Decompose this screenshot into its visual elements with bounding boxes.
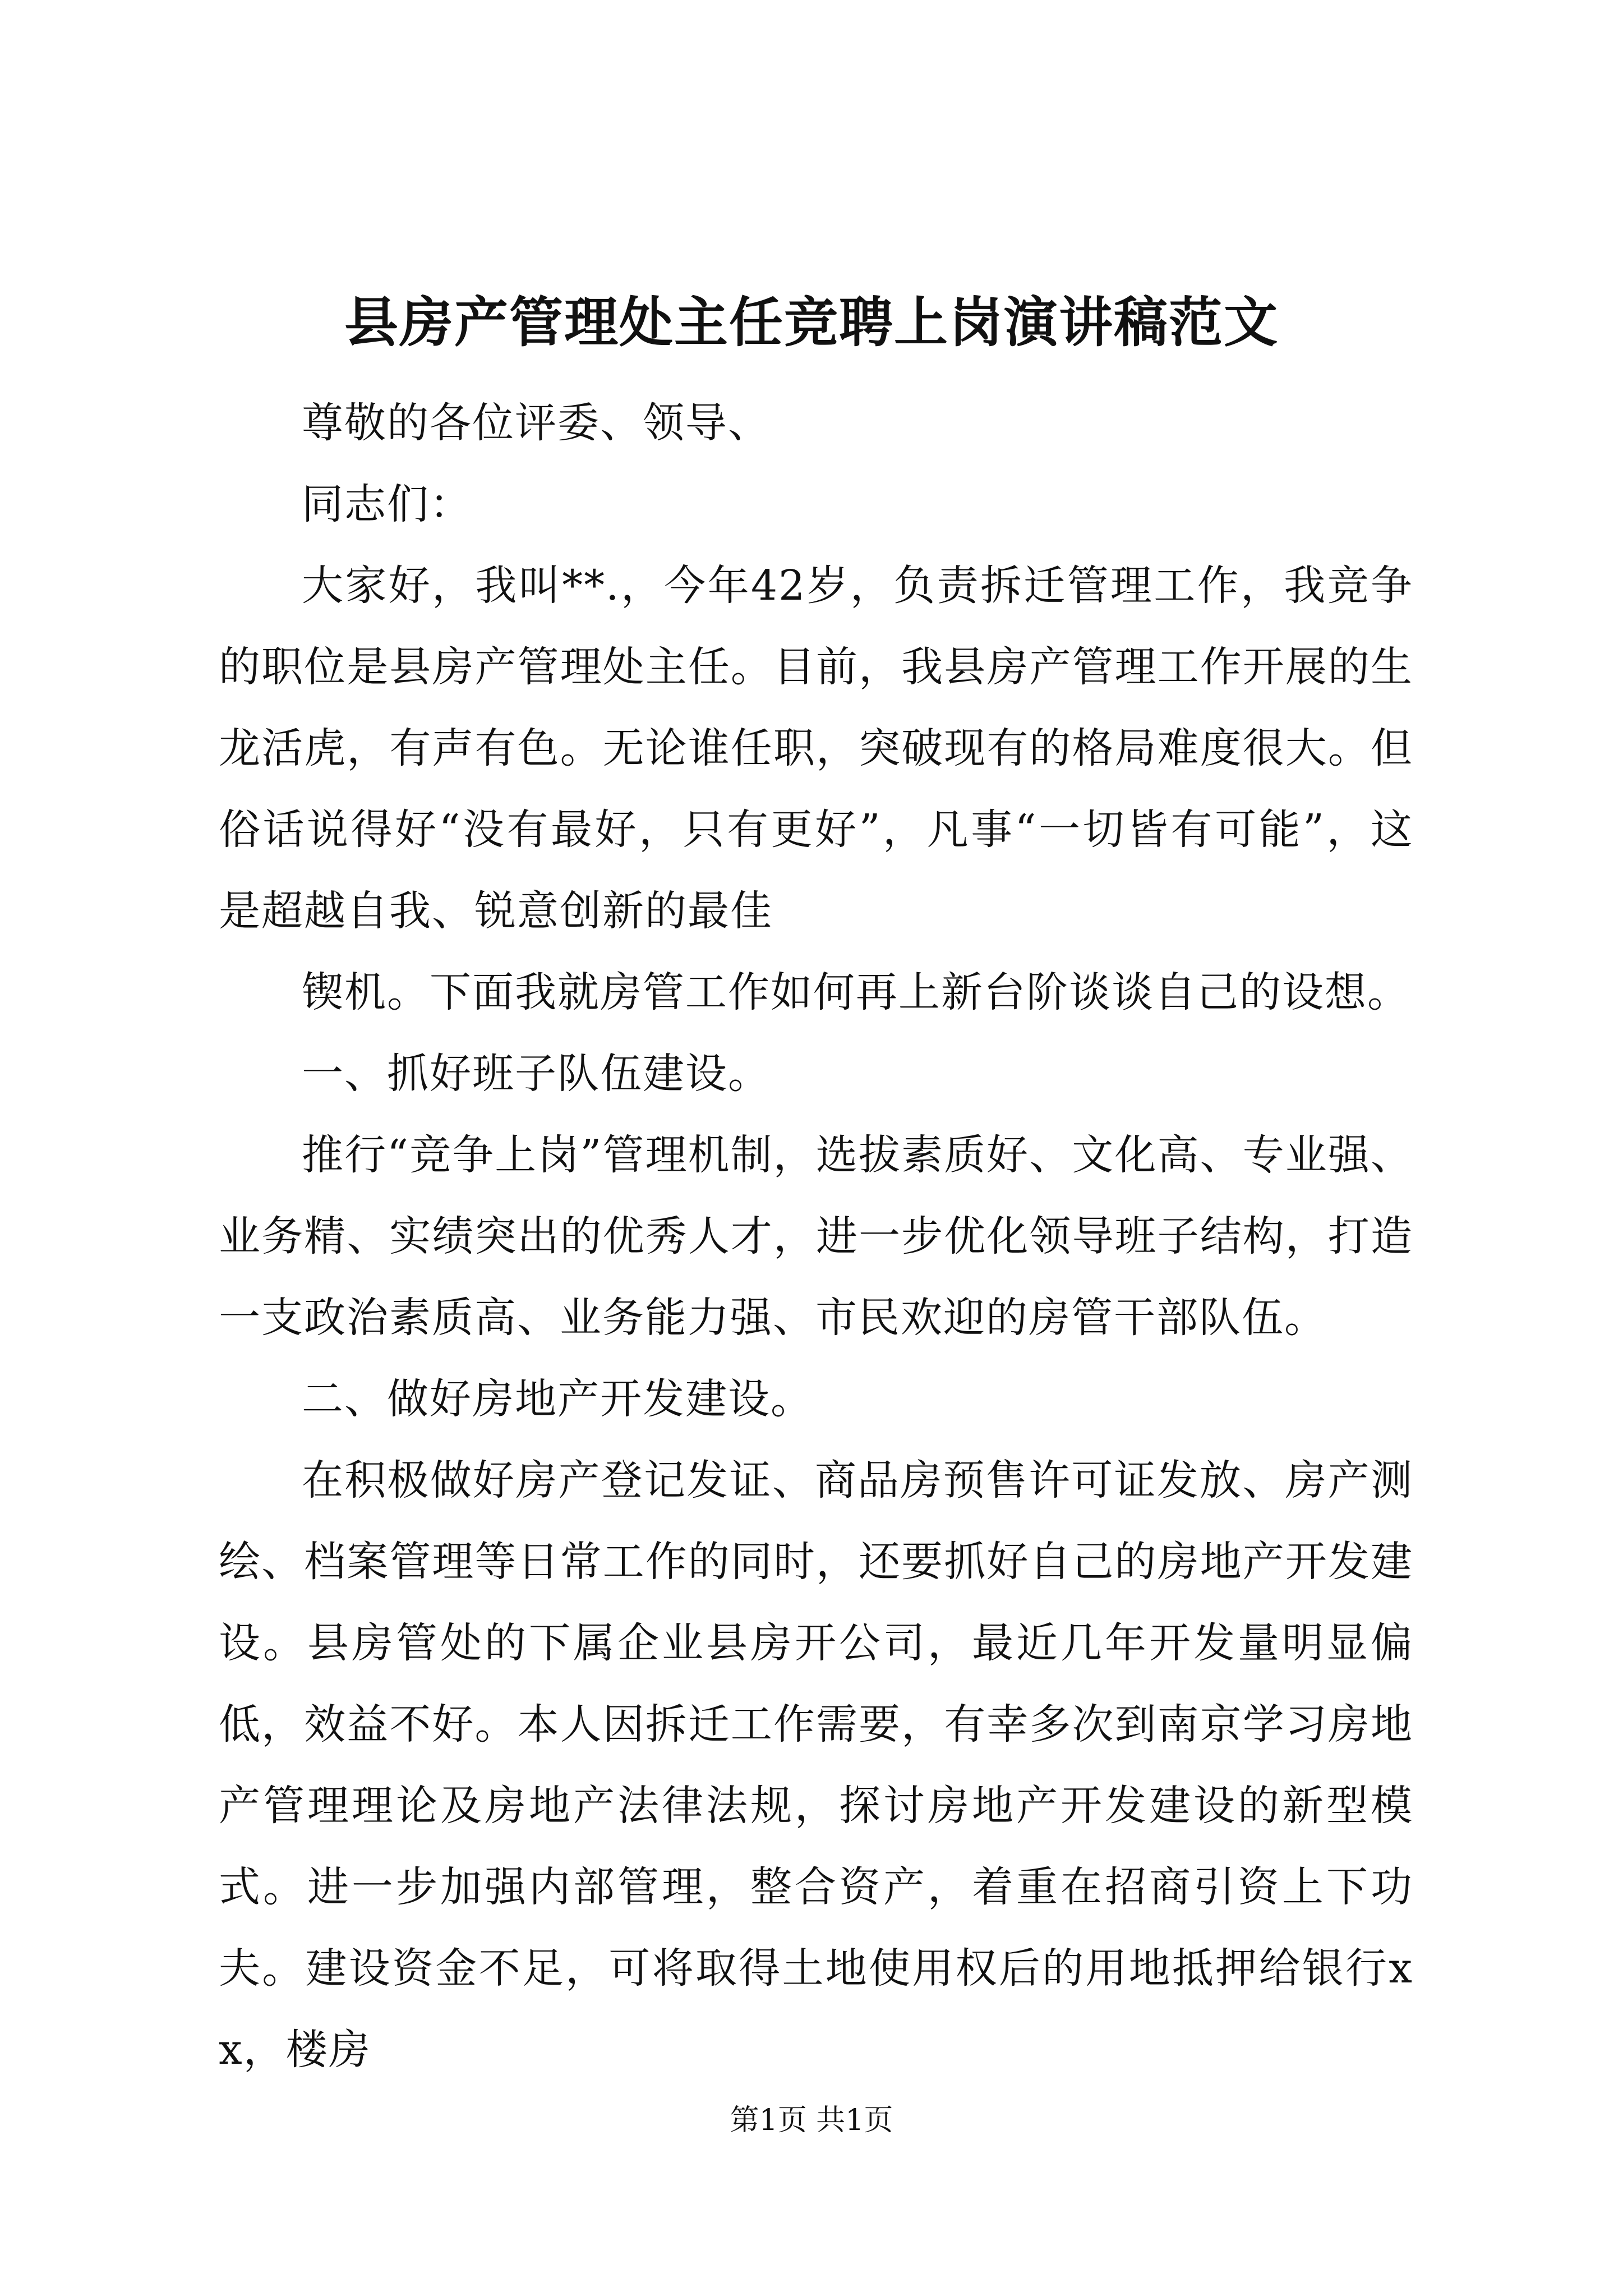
salutation-line-2: 同志们：	[302, 480, 472, 528]
page-number-footer: 第1页 共1页	[730, 2104, 893, 2137]
section-heading-2: 二、做好房地产开发建设。	[302, 1375, 813, 1423]
document-title: 县房产管理处主任竞聘上岗演讲稿范文	[344, 291, 1279, 354]
document-body	[219, 383, 1413, 2091]
body-paragraph-section-1: 推行“竞争上岗”管理机制，选拔素质好、文化高、专业强、业务精、实绩突出的优秀人才，进一步优化领导班子结构，打造一支政治素质高、业务能力强、市民欢迎的房管干部队伍。	[219, 1131, 1413, 1342]
body-paragraph-intro: 大家好，我叫**.，今年42岁，负责拆迁管理工作，我竞争的职位是县房产管理处主任。目前，我县房产管理工作开展的生龙活虎，有声有色。无论谁任职，突破现有的格局难度很大。但俗话说得好“没有最好，只有更好”，凡事“一切皆有可能”，这是超越自我、锐意创新的最佳	[219, 562, 1413, 935]
section-heading-1: 一、抓好班子队伍建设。	[302, 1050, 771, 1098]
body-paragraph-transition: 锲机。下面我就房管工作如何再上新台阶谈谈自己的设想。	[302, 968, 1410, 1016]
salutation-line-1: 尊敬的各位评委、领导、	[302, 399, 771, 447]
body-paragraph-section-2: 在积极做好房产登记发证、商品房预售许可证发放、房产测绘、档案管理等日常工作的同时，还要抓好自己的房地产开发建设。县房管处的下属企业县房开公司，最近几年开发量明显偏低，效益不好。本人因拆迁工作需要，有幸多次到南京学习房地产管理理论及房地产法律法规，探讨房地产开发建设的新型模式。进一步加强内部管理，整合资产，着重在招商引资上下功夫。建设资金不足，可将取得土地使用权后的用地抵押给银行xx，楼房	[219, 1456, 1413, 2074]
